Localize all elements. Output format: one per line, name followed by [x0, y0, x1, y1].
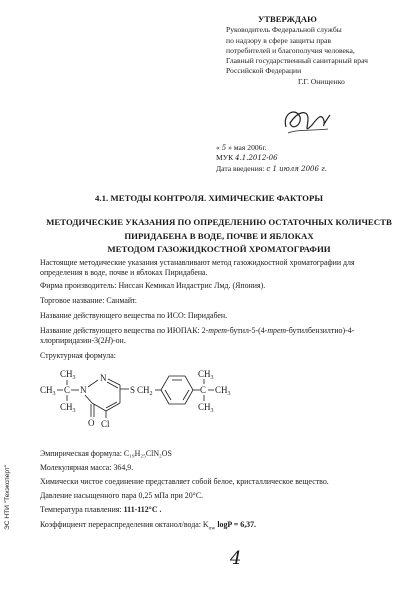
empirical-formula-value: C₁₉H₂₅ClN₂OS [123, 449, 172, 458]
approval-line: по надзору в сфере защиты прав [226, 35, 332, 45]
approval-meta [216, 143, 327, 174]
formula-ch3-right: $CH_3$ [215, 385, 231, 397]
formula-n2: N [100, 373, 107, 383]
structural-formula [40, 365, 240, 448]
side-stamp: ЭС НТИ "Техэксперт" [4, 464, 11, 530]
formula-o: O [88, 418, 95, 428]
empirical-formula-line [40, 449, 380, 459]
muk-label: МУК [216, 153, 234, 163]
formula-ch3-bottom: $CH_3$ [60, 402, 76, 414]
formula-ch3-top: $CH_3$ [60, 369, 76, 381]
formula-ch3-top: $CH_3$ [198, 369, 214, 381]
structural-formula-label: Структурная формула: [40, 351, 116, 360]
iupac-name-paragraph [40, 326, 388, 347]
formula-ch3-bottom: $CH_3$ [198, 402, 214, 414]
approval-line: Российской Федерации [226, 66, 302, 76]
trade-name-line [40, 296, 380, 306]
intro-paragraph [40, 258, 380, 279]
approval-date [216, 143, 327, 153]
melting-point-label: Температура плавления: [40, 505, 122, 514]
date-quote: » [228, 143, 232, 152]
date-day: 5 [221, 144, 227, 152]
approval-block [226, 14, 412, 87]
trade-name-label: Торговое название: [40, 296, 105, 305]
iupac-value: 2-трет-бутил-5-(4-трет-бутилбензилтио)-4- [201, 326, 355, 335]
manufacturer-value: Ниссан Кемикал Индастрис Лмд. (Япония). [118, 281, 266, 290]
muk-number: 4.1.2012-06 [235, 154, 278, 163]
molecular-mass-value: 364,9. [113, 463, 134, 472]
trade-name-value: Санмайт. [106, 296, 137, 305]
formula-c-quaternary: C [200, 385, 207, 395]
vapor-pressure-line: Давление насыщенного пара 0,25 мПа при 20°С. [40, 491, 204, 500]
pure-compound-line: Химически чистое соединение представляет собой белое, кристаллическое вещество. [40, 477, 329, 486]
formula-s: S [130, 385, 136, 395]
signature-image [278, 103, 334, 137]
iso-name-label: Название действующего вещества по ИСО: [40, 311, 186, 320]
intro-date-label: Дата введения: [216, 163, 265, 173]
document-title [30, 216, 408, 257]
approval-signatory: Г.Г. Онищенко [298, 76, 345, 86]
formula-cl: Cl [101, 419, 110, 429]
molecular-mass-line [40, 463, 380, 473]
empirical-formula-label: Эмпирическая формула: [40, 449, 122, 458]
muk-line [216, 153, 327, 163]
approval-line: потребителей и благополучия человека, [226, 45, 355, 55]
iupac-line [40, 326, 388, 336]
partition-label: Коэффициент перераспределения октанол/вода: K [40, 520, 209, 529]
intro-date-value: с 1 июля 2006 г. [266, 164, 327, 173]
partition-value: logP = 6,37. [217, 520, 257, 529]
document-title-line: МЕТОДИЧЕСКИЕ УКАЗАНИЯ ПО ОПРЕДЕЛЕНИЮ ОСТАТОЧНЫХ КОЛИЧЕСТВ [46, 217, 392, 227]
iso-name-value: Пиридабен. [187, 311, 228, 320]
iso-name-line [40, 311, 380, 321]
iupac-label: Название действующего вещества по ИЮПАК: [40, 326, 200, 335]
melting-point-value: 111-112°С . [123, 505, 162, 514]
formula-n1: N [80, 385, 87, 395]
formula-c-quaternary: C [64, 385, 71, 395]
iupac-line: хлорпиридазин-3(2Н)-он. [40, 336, 126, 346]
formula-ch2: $CH_2$ [137, 385, 153, 397]
molecular-mass-label: Молекулярная масса: [40, 463, 112, 472]
melting-point-line [40, 505, 380, 515]
manufacturer-line [40, 281, 380, 291]
approval-heading: УТВЕРЖДАЮ [258, 14, 317, 24]
date-quote: « [216, 143, 220, 152]
intro-line: определения в воде, почве и яблоках Пиридабена. [40, 268, 208, 278]
date-rest: мая 2006г. [233, 143, 267, 152]
page-number: 4 [230, 548, 242, 569]
manufacturer-label: Фирма производитель: [40, 281, 117, 290]
intro-date-line [216, 164, 327, 174]
partition-coefficient-line [40, 520, 380, 534]
partition-subscript: ow [208, 525, 216, 532]
approval-line: Руководитель Федеральной службы [226, 25, 342, 35]
formula-ch3-left: $CH_3$ [40, 385, 56, 397]
section-title: 4.1. МЕТОДЫ КОНТРОЛЯ. ХИМИЧЕСКИЕ ФАКТОРЫ [95, 193, 323, 203]
document-title-line: ПИРИДАБЕНА В ВОДЕ, ПОЧВЕ И ЯБЛОКАХ [124, 230, 314, 241]
intro-line: Настоящие методические указания устанавливают метод газожидкостной хроматографии для [40, 258, 355, 267]
document-title-line: МЕТОДОМ ГАЗОЖИДКОСТНОЙ ХРОМАТОГРАФИИ [107, 244, 331, 255]
approval-line: Главный государственный санитарный врач [226, 56, 368, 66]
